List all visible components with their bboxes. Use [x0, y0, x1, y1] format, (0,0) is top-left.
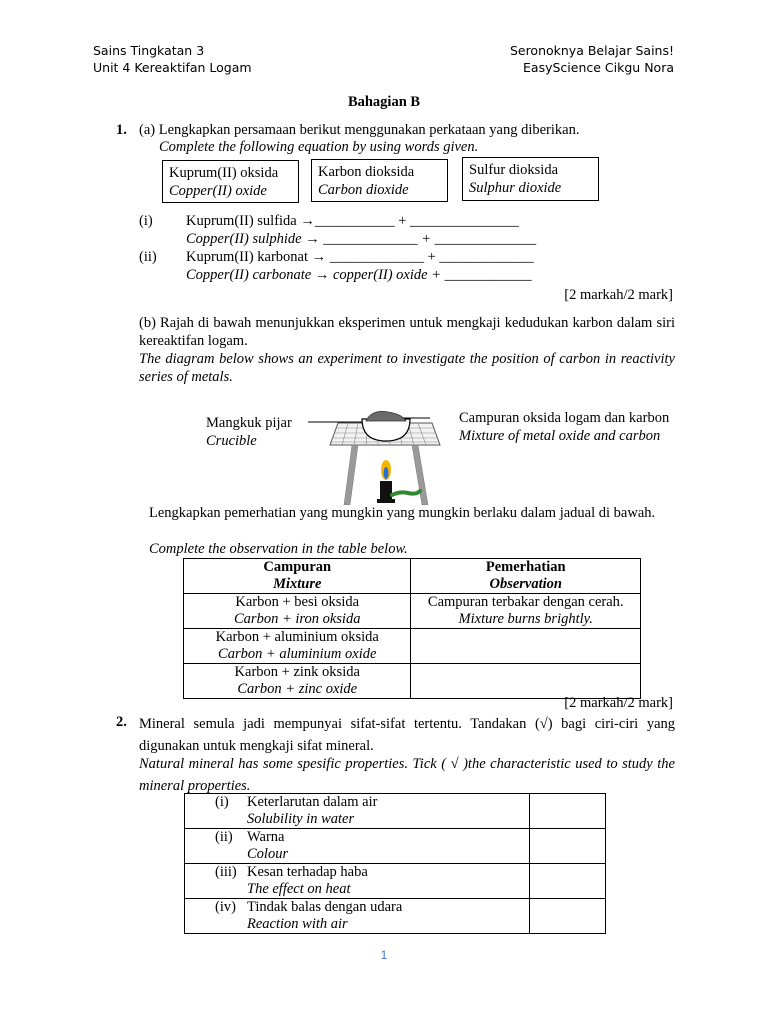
q2-intro-ms: Mineral semula jadi mempunyai sifat-sifat tertentu. Tandakan (√) bagi ciri-ciri yang digunakan untuk mengkaji sifat mineral.: [139, 716, 675, 754]
observation-table: [183, 558, 641, 699]
diagram-label-crucible-en: Crucible: [206, 433, 257, 449]
eq1-number: (i): [139, 213, 153, 229]
table-row: [184, 629, 641, 664]
word-box-en: Copper(II) oxide: [169, 183, 267, 199]
observation-cell: Campuran terbakar dengan cerah. Mixture burns brightly.: [411, 594, 641, 629]
tick-box[interactable]: [530, 899, 606, 934]
gas-tube-icon: [392, 491, 420, 495]
section-title: Bahagian B: [347, 94, 421, 110]
table-row: [185, 794, 606, 829]
eq2-number: (ii): [139, 249, 157, 265]
eq2-en: Copper(II) carbonate → copper(II) oxide + ____________: [186, 267, 532, 283]
tick-box[interactable]: [530, 794, 606, 829]
diagram-label-mixture-ms: Campuran oksida logam dan karbon: [459, 410, 670, 426]
experiment-diagram: [300, 405, 460, 505]
eq1-ms: Kuprum(II) sulfida →___________ + _______________: [186, 213, 519, 229]
diagram-label-mixture-en: Mixture of metal oxide and carbon: [459, 428, 661, 444]
q2-intro-en: Natural mineral has some spesific properties. Tick ( √ )the characteristic used to study the mineral properties.: [139, 756, 675, 794]
eq2-ms: Kuprum(II) karbonat → _____________ + _____________: [186, 249, 534, 265]
table-row: [185, 899, 606, 934]
q1a-marks: [2 markah/2 mark]: [564, 287, 673, 303]
mineral-properties-table: [184, 793, 606, 934]
property-cell: (i) Keterlarutan dalam air Solubility in water: [185, 794, 530, 829]
q1a-instruction-en: Complete the following equation by using words given.: [159, 139, 479, 155]
property-cell: (iv) Tindak balas dengan udara Reaction with air: [185, 899, 530, 934]
q1b-instruction-ms: Lengkapkan pemerhatian yang mungkin yang mungkin berlaku dalam jadual di bawah.: [149, 505, 656, 521]
word-box-ms: Sulfur dioksida: [469, 162, 559, 178]
q2-number: 2.: [116, 714, 127, 730]
table-header-mixture: Campuran Mixture: [184, 559, 411, 594]
word-box-en: Sulphur dioxide: [469, 180, 562, 196]
mixture-cell: Karbon + aluminium oksida Carbon + aluminium oxide: [184, 629, 411, 664]
table-row: [184, 594, 641, 629]
mixture-icon: [366, 411, 406, 421]
table-header-row: [184, 559, 641, 594]
header-right: [510, 42, 674, 76]
mixture-cell: Karbon + besi oksida Carbon + iron oksida: [184, 594, 411, 629]
bunsen-burner-icon: [380, 481, 392, 501]
mixture-cell: Karbon + zink oksida Carbon + zinc oxide: [184, 664, 411, 699]
q1b-marks: [2 markah/2 mark]: [564, 695, 673, 711]
q1b-intro-en: The diagram below shows an experiment to investigate the position of carbon in reactivity series of metals.: [139, 351, 675, 385]
word-box-ms: Kuprum(II) oksida: [169, 165, 279, 181]
header-author: EasyScience Cikgu Nora: [523, 60, 674, 75]
observation-answer-cell[interactable]: [411, 629, 641, 664]
header-left: [93, 42, 252, 76]
q1a-label: (a): [139, 122, 156, 138]
word-box-carbon-dioxide: [311, 159, 448, 202]
property-cell: (iii) Kesan terhadap haba The effect on heat: [185, 864, 530, 899]
word-box-copper-oxide: [162, 160, 299, 203]
diagram-label-crucible-ms: Mangkuk pijar: [206, 415, 292, 431]
table-row: [185, 829, 606, 864]
q1-number: 1.: [116, 122, 127, 138]
word-box-sulphur-dioxide: [462, 157, 599, 201]
property-cell: (ii) Warna Colour: [185, 829, 530, 864]
page-number: 1: [380, 948, 388, 962]
q1a-instruction-ms: Lengkapkan persamaan berikut menggunakan perkataan yang diberikan.: [158, 122, 580, 138]
word-box-ms: Karbon dioksida: [318, 164, 415, 180]
header-slogan: Seronoknya Belajar Sains!: [509, 43, 674, 58]
tick-box[interactable]: [530, 829, 606, 864]
q1b-intro-ms: (b) Rajah di bawah menunjukkan eksperimen untuk mengkaji kedudukan karbon dalam siri kereaktifan logam.: [139, 315, 675, 349]
flame-icon: [381, 460, 391, 480]
header-unit: Unit 4 Kereaktifan Logam: [93, 60, 252, 75]
header-subject: Sains Tingkatan 3: [93, 43, 205, 58]
table-row: [185, 864, 606, 899]
q1a-instruction: [139, 121, 579, 139]
tick-box[interactable]: [530, 864, 606, 899]
q1b-instruction-en: Complete the observation in the table below.: [149, 541, 408, 557]
word-box-en: Carbon dioxide: [318, 182, 409, 198]
table-header-observation: Pemerhatian Observation: [411, 559, 641, 594]
eq1-en: Copper(II) sulphide → _____________ + ______________: [186, 231, 537, 247]
